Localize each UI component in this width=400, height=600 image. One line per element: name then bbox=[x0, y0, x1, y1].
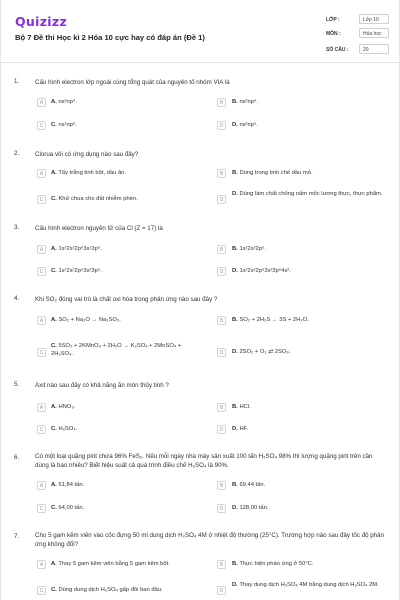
option-c-box[interactable]: C bbox=[37, 586, 46, 595]
option-c-box[interactable]: C bbox=[37, 425, 46, 434]
option-d[interactable]: D. 1s²2s²2p⁶3s²3p⁶4s². bbox=[232, 268, 291, 274]
option-a[interactable]: A. Thay 5 gam kẽm viên bằng 5 gam kẽm bột. bbox=[51, 561, 170, 567]
question-text: Cho 5 gam kẽm viên vào cốc đựng 50 ml dung dịch H₂SO₄ 4M ở nhiệt độ thường (25°C). Trường hợp nào sau đây tốc độ phản ứng không đổi? bbox=[35, 532, 385, 548]
option-a-box[interactable]: A bbox=[37, 403, 46, 412]
option-a[interactable]: A. SO₂ + Na₂O → Na₂SO₃. bbox=[51, 317, 121, 323]
option-d[interactable]: D. Thay dung dịch H₂SO₄ 4M bằng dung dịch H₂SO₄ 2M. bbox=[232, 582, 379, 588]
option-a-box[interactable]: A bbox=[37, 481, 46, 490]
option-a-box[interactable]: A bbox=[37, 98, 46, 107]
quizizz-logo: Quizizz bbox=[15, 14, 68, 29]
class-label: LỚP : bbox=[326, 17, 340, 23]
option-b[interactable]: B. 69,44 tấn. bbox=[232, 482, 266, 488]
option-b-box[interactable]: B bbox=[217, 169, 226, 178]
question-number: 1. bbox=[14, 78, 20, 85]
option-d[interactable]: D. ns²np⁵. bbox=[232, 122, 258, 128]
option-a[interactable]: A. Tẩy trắng tinh bột, dầu ăn. bbox=[51, 170, 127, 176]
option-a-box[interactable]: A bbox=[37, 245, 46, 254]
question-text: Cấu hình electron nguyên tử của Cl (Z = 17) là bbox=[35, 225, 163, 232]
option-b-box[interactable]: B bbox=[217, 245, 226, 254]
option-a-box[interactable]: A bbox=[37, 560, 46, 569]
option-d[interactable]: D. 2SO₂ + O₂ ⇄ 2SO₃. bbox=[232, 349, 291, 355]
option-d-box[interactable]: D bbox=[217, 348, 226, 357]
option-d-box[interactable]: D bbox=[217, 195, 226, 204]
option-c[interactable]: C. 64,00 tấn. bbox=[51, 505, 85, 511]
option-b-box[interactable]: B bbox=[217, 98, 226, 107]
question-number: 4. bbox=[14, 295, 20, 302]
option-c[interactable]: C. H₂SO₄. bbox=[51, 426, 78, 432]
question-text: Cấu hình electron lớp ngoài cùng tổng quát của nguyên tố nhóm VIA là bbox=[35, 79, 230, 86]
question-text: Có một loại quặng pirit chứa 96% FeS₂. Nếu mỗi ngày nhà máy sản xuất 100 tấn H₂SO₄ 98% thì lượng quặng pirit trên cần dùng là bao nhiêu? Biết hiệu suất cả quá trình điều chế H₂SO₄ là 90%. bbox=[35, 453, 373, 469]
option-b[interactable]: B. ns²np⁶. bbox=[232, 99, 258, 105]
option-d-box[interactable]: D bbox=[217, 504, 226, 513]
option-b-box[interactable]: B bbox=[217, 316, 226, 325]
option-a-box[interactable]: A bbox=[37, 316, 46, 325]
option-c[interactable]: C. Dùng dung dịch H₂SO₄ gấp đôi ban đầu. bbox=[51, 587, 163, 593]
header-divider bbox=[1, 62, 400, 63]
question-text: Axit nào sau đây có khả năng ăn mòn thủy tinh ? bbox=[35, 382, 169, 389]
option-c[interactable]: C. 5SO₂ + 2KMnO₄ + 2H₂O → K₂SO₄ + 2MnSO₄ + 2H₂SO₄. bbox=[51, 343, 182, 357]
question-number: 3. bbox=[14, 224, 20, 231]
subject-label: MÔN : bbox=[326, 31, 341, 37]
option-b[interactable]: B. Dùng trong tinh chế dầu mỏ. bbox=[232, 170, 313, 176]
question-count-value: 20 bbox=[359, 44, 389, 54]
option-d[interactable]: D. Dùng làm chất chống nấm mốc lương thực, thực phẩm. bbox=[232, 191, 383, 197]
question-number: 6. bbox=[14, 454, 20, 461]
option-a-box[interactable]: A bbox=[37, 169, 46, 178]
subject-value: Hóa học bbox=[359, 28, 389, 38]
question-number: 2. bbox=[14, 150, 20, 157]
option-c-box[interactable]: C bbox=[37, 267, 46, 276]
question-count-label: SỐ CÂU : bbox=[326, 47, 349, 53]
option-d[interactable]: D. HF. bbox=[232, 426, 249, 432]
option-d-box[interactable]: D bbox=[217, 267, 226, 276]
question-text: Clorua vôi có ứng dụng nào sau đây? bbox=[35, 151, 139, 158]
option-b[interactable]: B. SO₂ + 2H₂S → 3S + 2H₂O. bbox=[232, 317, 309, 323]
option-d-box[interactable]: D bbox=[217, 425, 226, 434]
option-b-box[interactable]: B bbox=[217, 560, 226, 569]
option-c-box[interactable]: C bbox=[37, 504, 46, 513]
option-a[interactable]: A. 51,84 tấn. bbox=[51, 482, 85, 488]
option-c-box[interactable]: C bbox=[37, 121, 46, 130]
option-a[interactable]: A. HNO₃. bbox=[51, 404, 76, 410]
option-d-box[interactable]: D bbox=[217, 586, 226, 595]
option-d-box[interactable]: D bbox=[217, 121, 226, 130]
option-c[interactable]: C. ns¹np⁵. bbox=[51, 122, 77, 128]
option-c-box[interactable]: C bbox=[37, 348, 46, 357]
option-c[interactable]: C. Khử chua cho đất nhiễm phèn. bbox=[51, 196, 138, 202]
option-b[interactable]: B. 1s²2s²2p⁵. bbox=[232, 246, 267, 252]
question-number: 5. bbox=[14, 381, 20, 388]
option-b-box[interactable]: B bbox=[217, 403, 226, 412]
question-number: 7. bbox=[14, 533, 20, 540]
question-text: Khi SO₂ đóng vai trò là chất oxi hóa trong phản ứng nào sau đây ? bbox=[35, 296, 218, 303]
option-c[interactable]: C. 1s²2s²2p⁶3s²3p⁵. bbox=[51, 268, 102, 274]
option-d[interactable]: D. 128,00 tấn. bbox=[232, 505, 269, 511]
option-c-box[interactable]: C bbox=[37, 195, 46, 204]
option-b[interactable]: B. HCl. bbox=[232, 404, 251, 410]
document-title: Bộ 7 Đề thi Học kì 2 Hóa 10 cực hay có đáp án (Đề 1) bbox=[15, 33, 205, 42]
option-a[interactable]: A. 1s²2s²2p⁶3s¹3p⁶. bbox=[51, 246, 102, 252]
option-b[interactable]: B. Thực hiện phản ứng ở 50°C. bbox=[232, 561, 314, 567]
option-a[interactable]: A. ns²np⁴. bbox=[51, 99, 78, 105]
option-b-box[interactable]: B bbox=[217, 481, 226, 490]
class-value: Lớp 10 bbox=[359, 14, 389, 24]
